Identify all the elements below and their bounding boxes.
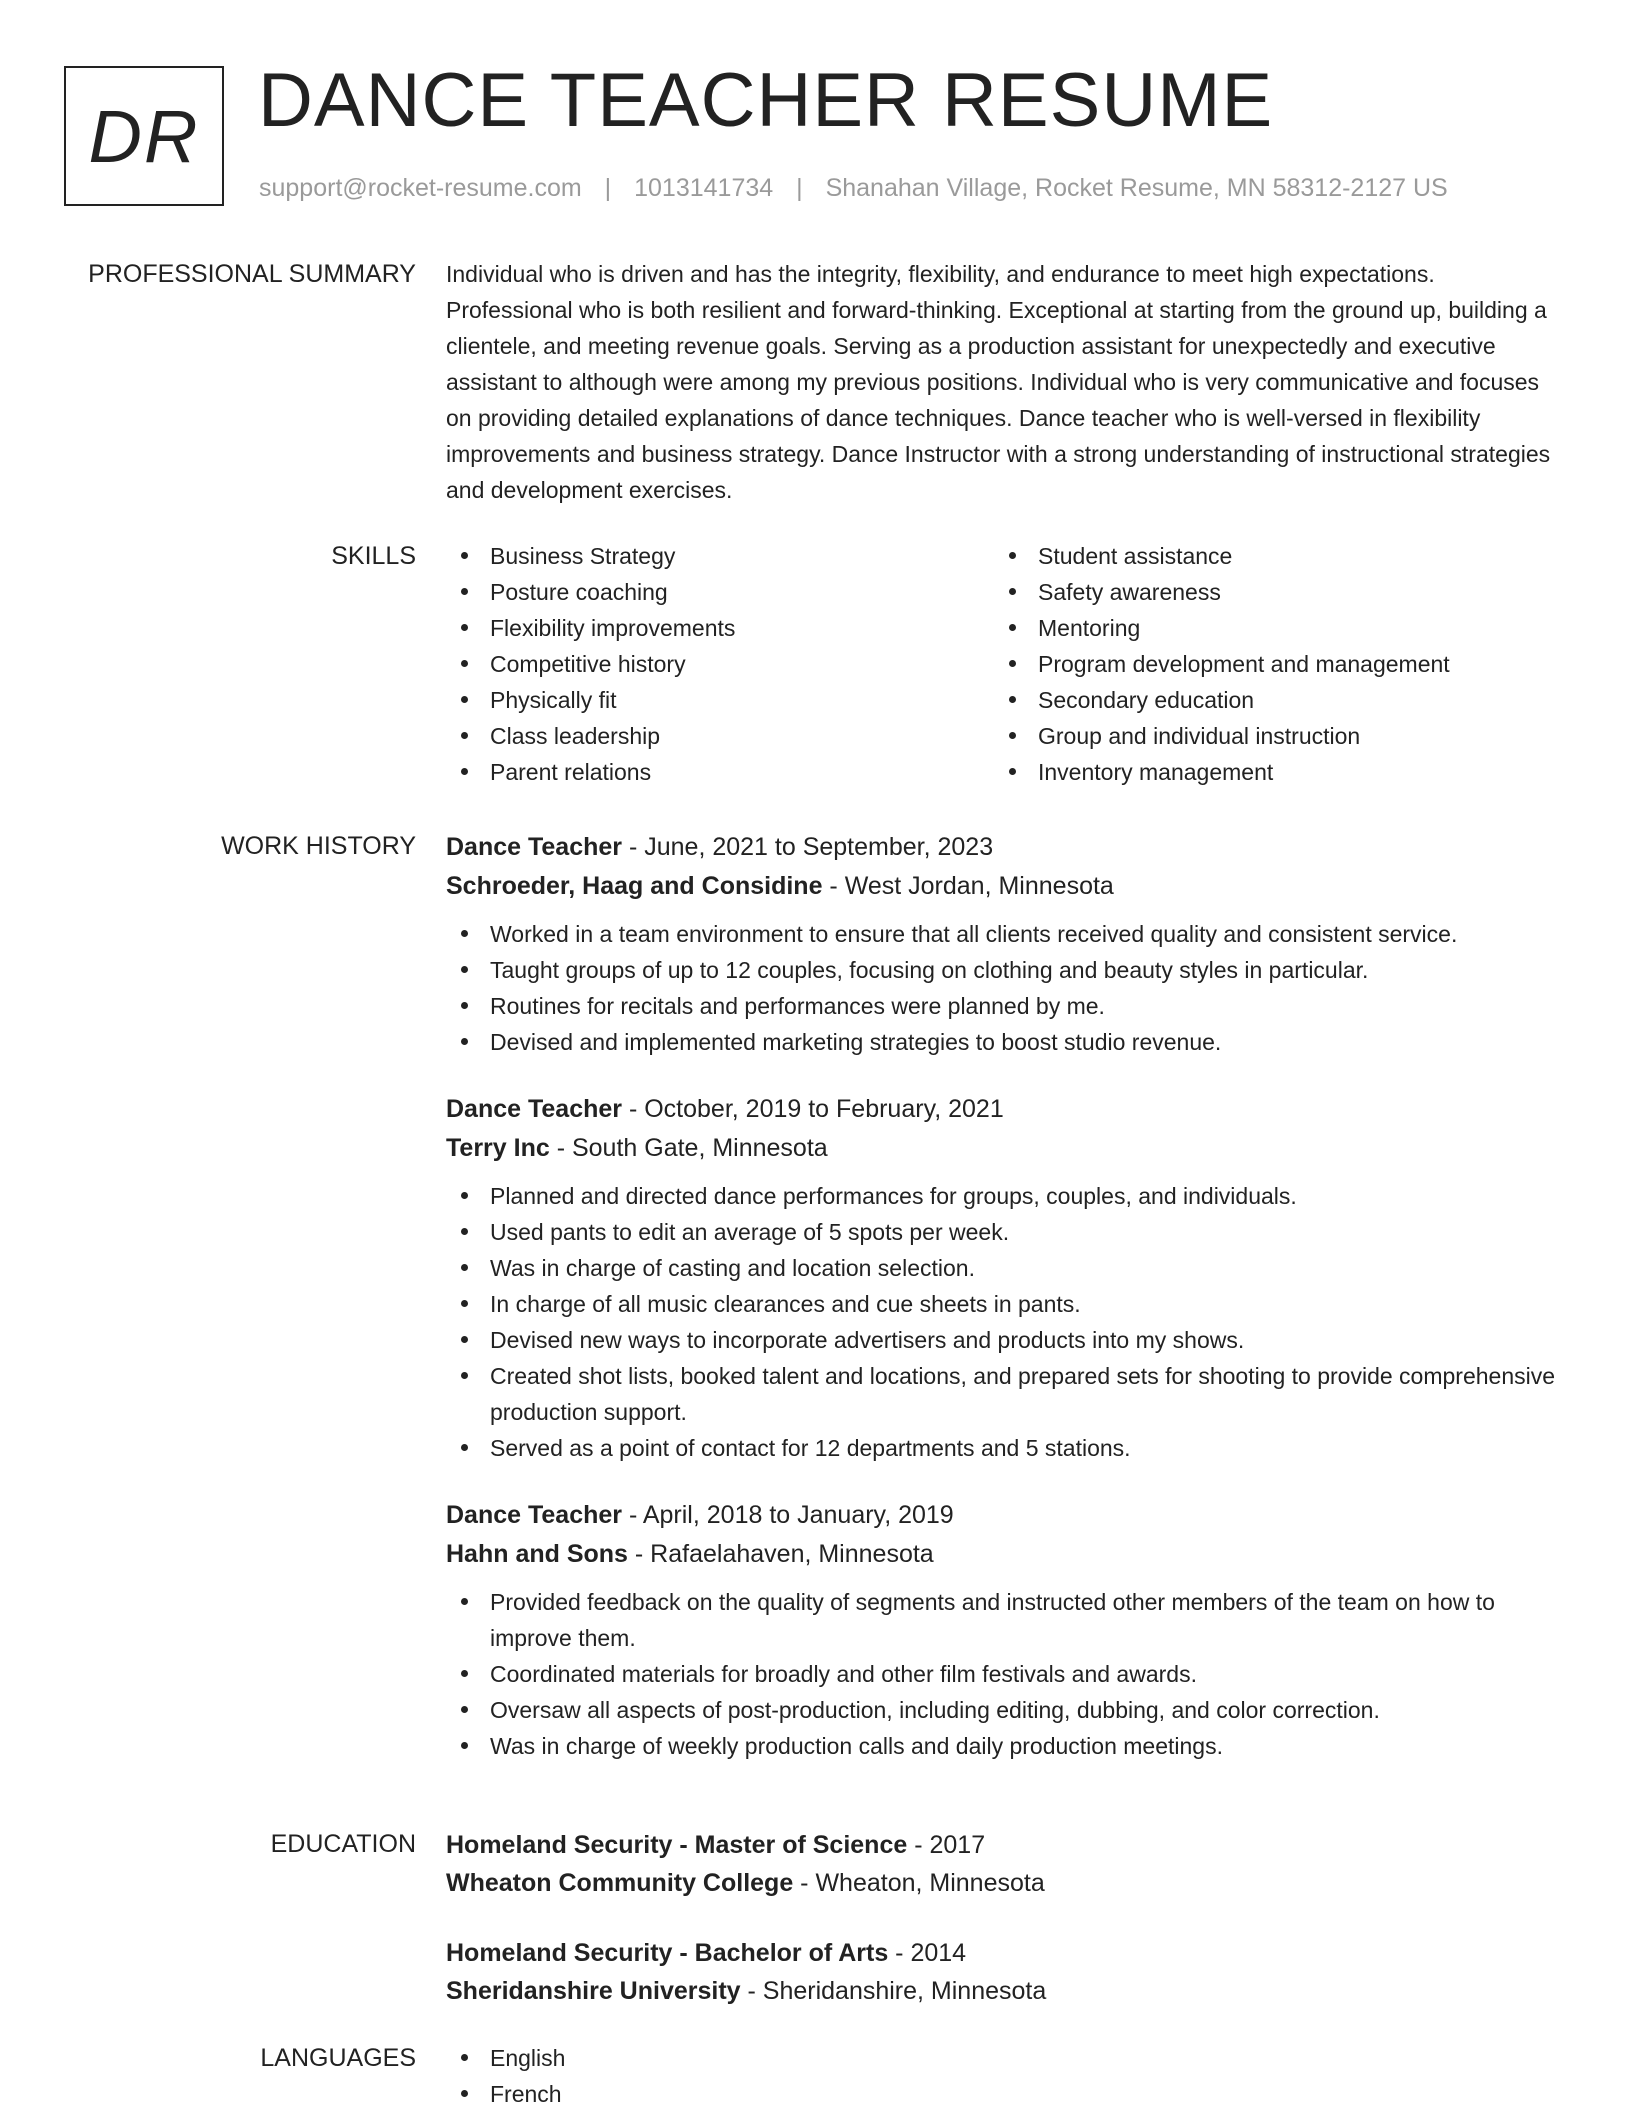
job-company: Hahn and Sons — [446, 1540, 628, 1568]
job-title: Dance Teacher — [446, 1501, 623, 1529]
job-dates: - April, 2018 to January, 2019 — [622, 1501, 954, 1529]
job-bullet: Planned and directed dance performances for groups, couples, and individuals. — [446, 1178, 1556, 1214]
job-bullet: Taught groups of up to 12 couples, focusing on clothing and beauty styles in particular. — [446, 952, 1556, 988]
contact-email[interactable]: support@rocket-resume.com — [259, 174, 582, 202]
job-company-line — [446, 1129, 1556, 1168]
skill-item: Physically fit — [446, 682, 994, 718]
job-bullet: Coordinated materials for broadly and other film festivals and awards. — [446, 1656, 1556, 1692]
job-entry — [446, 1496, 1556, 1764]
job-bullet: Created shot lists, booked talent and locations, and prepared sets for shooting to provide comprehensive production support. — [446, 1358, 1556, 1430]
job-title-line — [446, 828, 1556, 867]
school-line — [446, 1972, 1556, 2010]
education-body — [446, 1826, 1556, 2042]
skill-item: Flexibility improvements — [446, 610, 994, 646]
school-line — [446, 1864, 1556, 1902]
section-label-languages: LANGUAGES — [260, 2044, 416, 2072]
job-bullet: Worked in a team environment to ensure that all clients received quality and consistent service. — [446, 916, 1556, 952]
job-entry — [446, 828, 1556, 1060]
skills-list-right — [994, 538, 1542, 790]
job-bullet: Oversaw all aspects of post-production, including editing, dubbing, and color correction. — [446, 1692, 1556, 1728]
language-item: English — [446, 2040, 1556, 2076]
skill-item: Mentoring — [994, 610, 1542, 646]
school-location: - Wheaton, Minnesota — [793, 1869, 1045, 1897]
work-history-body — [446, 828, 1556, 1794]
degree-line — [446, 1826, 1556, 1864]
skills-list-left — [446, 538, 994, 790]
skill-item: Posture coaching — [446, 574, 994, 610]
job-bullet: Was in charge of weekly production calls and daily production meetings. — [446, 1728, 1556, 1764]
monogram-initials: DR — [88, 94, 200, 178]
degree-year: - 2017 — [907, 1831, 986, 1859]
monogram-logo — [64, 66, 224, 206]
skill-item: Safety awareness — [994, 574, 1542, 610]
school-location: - Sheridanshire, Minnesota — [740, 1977, 1047, 2005]
job-title: Dance Teacher — [446, 833, 623, 861]
job-bullet: Was in charge of casting and location selection. — [446, 1250, 1556, 1286]
school: Sheridanshire University — [446, 1977, 741, 2005]
job-bullet: Devised and implemented marketing strategies to boost studio revenue. — [446, 1024, 1556, 1060]
degree-line — [446, 1934, 1556, 1972]
skill-item: Business Strategy — [446, 538, 994, 574]
job-bullet: Served as a point of contact for 12 departments and 5 stations. — [446, 1430, 1556, 1466]
language-item: French — [446, 2076, 1556, 2112]
section-label-work: WORK HISTORY — [221, 832, 416, 860]
summary-text: Individual who is driven and has the integrity, flexibility, and endurance to meet high expectations. Professional who is both resilient and forward-thinking. Exceptional at starting from the ground up, building a clientele, and meeting revenue goals. Serving as a production assistant for unexpectedly and executive assistant to although were among my previous positions. Individual who is very communicative and focuses on providing detailed explanations of dance techniques. Dance teacher who is well-versed in flexibility improvements and business strategy. Dance Instructor with a strong understanding of instructional strategies and development exercises. — [446, 261, 1551, 503]
job-title: Dance Teacher — [446, 1095, 623, 1123]
job-entry — [446, 1090, 1556, 1466]
education-entry — [446, 1826, 1556, 1902]
languages-body — [446, 2040, 1556, 2112]
languages-list — [446, 2040, 1556, 2112]
job-company: Terry Inc — [446, 1134, 550, 1162]
degree: Homeland Security - Bachelor of Arts — [446, 1939, 889, 1967]
skill-item: Student assistance — [994, 538, 1542, 574]
degree: Homeland Security - Master of Science — [446, 1831, 908, 1859]
section-label-education: EDUCATION — [270, 1830, 416, 1858]
school: Wheaton Community College — [446, 1869, 794, 1897]
job-bullets — [446, 1584, 1556, 1764]
job-dates: - October, 2019 to February, 2021 — [622, 1095, 1004, 1123]
contact-line — [259, 174, 1448, 203]
job-bullet: Devised new ways to incorporate advertisers and products into my shows. — [446, 1322, 1556, 1358]
skill-item: Parent relations — [446, 754, 994, 790]
section-label-skills: SKILLS — [331, 542, 416, 570]
skill-item: Program development and management — [994, 646, 1542, 682]
skills-columns — [446, 538, 1556, 790]
job-location: - Rafaelahaven, Minnesota — [627, 1540, 934, 1568]
section-label-summary: PROFESSIONAL SUMMARY — [88, 260, 416, 288]
job-location: - South Gate, Minnesota — [549, 1134, 828, 1162]
job-title-line — [446, 1090, 1556, 1129]
skill-item: Secondary education — [994, 682, 1542, 718]
job-company-line — [446, 867, 1556, 906]
resume-title: DANCE TEACHER RESUME — [258, 58, 1274, 143]
contact-separator: | — [604, 174, 612, 202]
job-title-line — [446, 1496, 1556, 1535]
contact-phone[interactable]: 1013141734 — [634, 174, 774, 202]
education-entry — [446, 1934, 1556, 2010]
job-company: Schroeder, Haag and Considine — [446, 872, 823, 900]
contact-separator: | — [796, 174, 803, 202]
job-company-line — [446, 1535, 1556, 1574]
job-bullet: Used pants to edit an average of 5 spots per week. — [446, 1214, 1556, 1250]
job-bullets — [446, 916, 1556, 1060]
skill-item: Group and individual instruction — [994, 718, 1542, 754]
job-dates: - June, 2021 to September, 2023 — [622, 833, 994, 861]
contact-address: Shanahan Village, Rocket Resume, MN 58312-2127 US — [825, 174, 1448, 202]
job-bullets — [446, 1178, 1556, 1466]
job-bullet: Routines for recitals and performances were planned by me. — [446, 988, 1556, 1024]
skill-item: Class leadership — [446, 718, 994, 754]
job-location: - West Jordan, Minnesota — [822, 872, 1114, 900]
skill-item: Inventory management — [994, 754, 1542, 790]
degree-year: - 2014 — [888, 1939, 967, 1967]
skill-item: Competitive history — [446, 646, 994, 682]
job-bullet: Provided feedback on the quality of segments and instructed other members of the team on how to improve them. — [446, 1584, 1556, 1656]
job-bullet: In charge of all music clearances and cue sheets in pants. — [446, 1286, 1556, 1322]
